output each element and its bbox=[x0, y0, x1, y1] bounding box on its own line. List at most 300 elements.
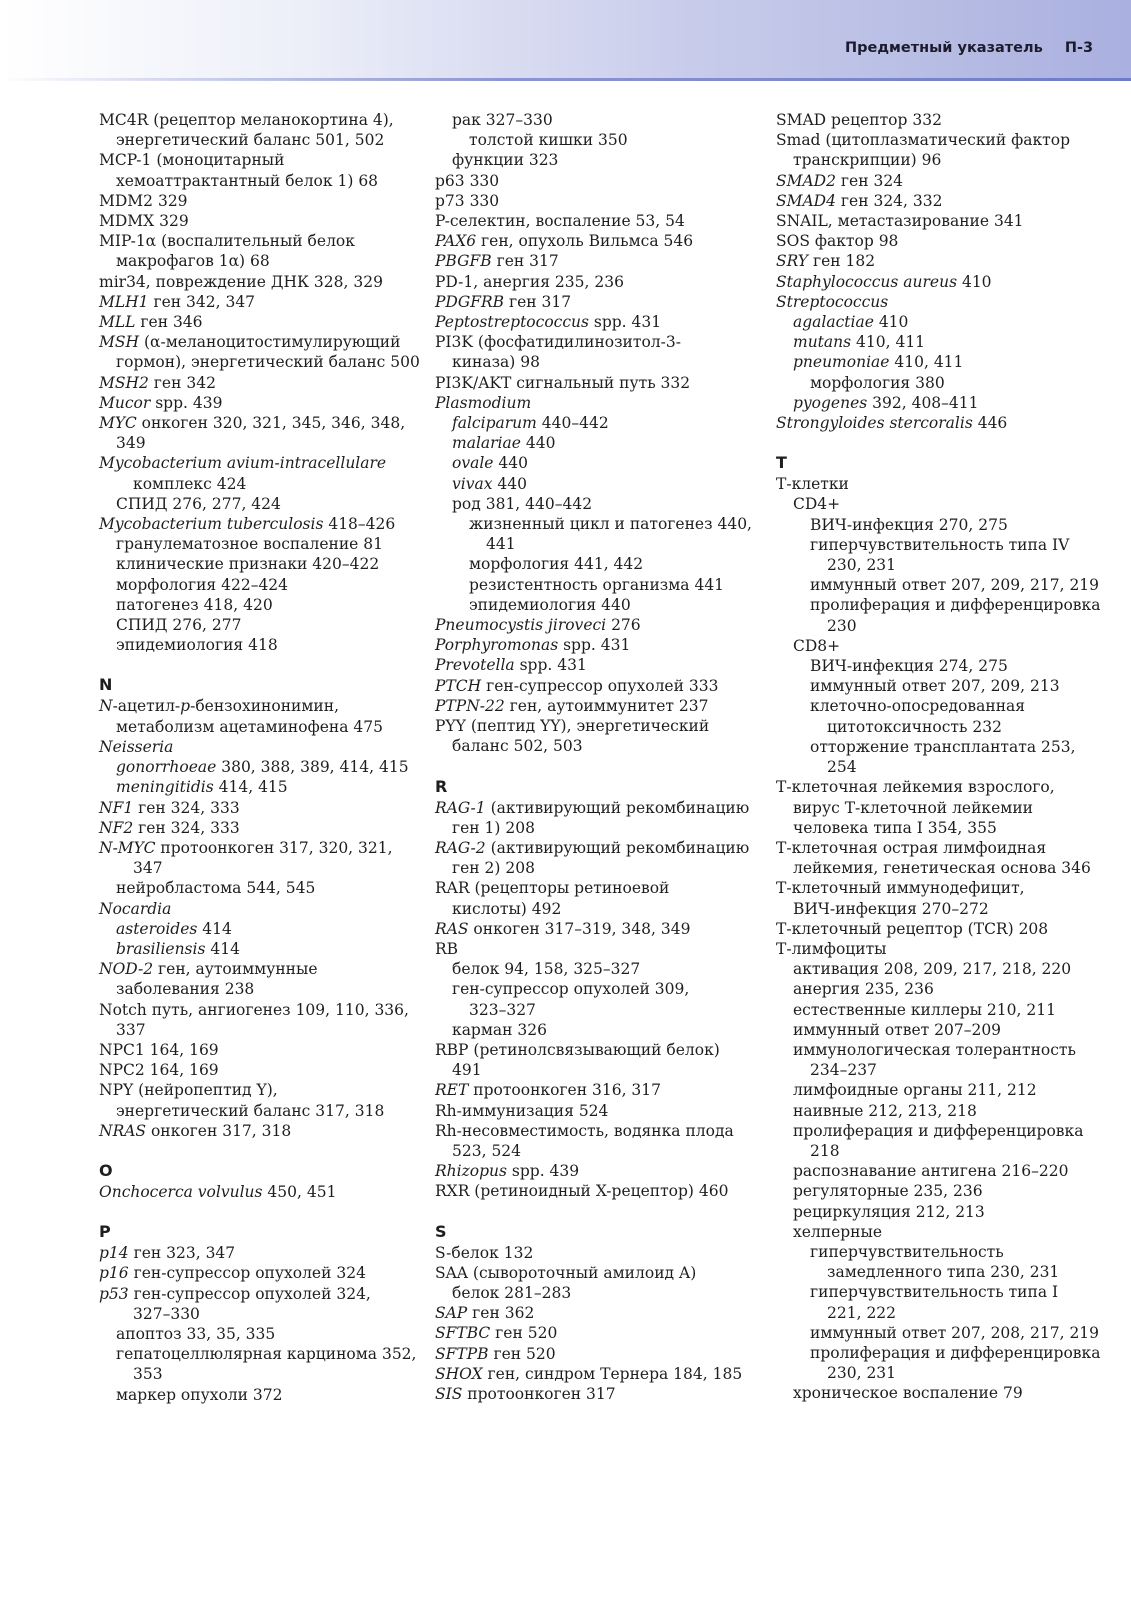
index-text: гиперчувствительность типа I bbox=[810, 1283, 1059, 1302]
index-term-italic: Onchocerca volvulus bbox=[99, 1182, 263, 1201]
index-entry bbox=[452, 413, 755, 433]
index-text: Smad (цитоплазматический фактор bbox=[776, 131, 1071, 150]
index-text: 410, 411 bbox=[851, 333, 926, 352]
index-text: иммунный ответ 207, 209, 213 bbox=[810, 677, 1060, 696]
index-entry bbox=[435, 373, 755, 393]
index-text: 440–442 bbox=[536, 414, 609, 433]
index-entry bbox=[810, 575, 1106, 595]
index-text: RB bbox=[435, 939, 459, 958]
index-text: толстой кишки 350 bbox=[469, 131, 628, 150]
index-text: ген, аутоиммунитет 237 bbox=[504, 696, 709, 715]
index-entry bbox=[116, 1020, 429, 1040]
index-text: 230, 231 bbox=[827, 556, 897, 575]
index-entry bbox=[452, 736, 755, 756]
index-entry bbox=[99, 453, 429, 473]
index-entry bbox=[793, 1101, 1106, 1121]
index-text: NPC1 164, 169 bbox=[99, 1040, 219, 1059]
index-entry bbox=[99, 737, 429, 757]
index-text: распознавание антигена 216–220 bbox=[793, 1162, 1069, 1181]
index-term-italic: NOD-2 bbox=[99, 960, 154, 979]
index-text: онкоген 320, 321, 345, 346, 348, bbox=[136, 414, 406, 433]
index-text: 414 bbox=[205, 939, 240, 958]
index-entry bbox=[776, 272, 1106, 292]
index-text: SOS фактор 98 bbox=[776, 232, 899, 251]
index-entry bbox=[116, 433, 429, 453]
index-text: ген 342 bbox=[148, 373, 216, 392]
index-entry bbox=[435, 231, 755, 251]
index-text: вирус Т-клеточной лейкемии bbox=[793, 798, 1033, 817]
index-text: -бензохинонимин, bbox=[190, 697, 340, 716]
index-text: RAR (рецепторы ретиноевой bbox=[435, 879, 670, 898]
index-entry bbox=[116, 615, 429, 635]
index-term-italic: Peptostreptococcus bbox=[435, 313, 589, 332]
index-entry bbox=[776, 838, 1106, 858]
index-entry bbox=[99, 1040, 429, 1060]
index-text: СПИД 276, 277, 424 bbox=[116, 494, 281, 513]
index-entry bbox=[793, 352, 1106, 372]
index-term-italic: RET bbox=[435, 1081, 469, 1100]
index-entry bbox=[435, 919, 755, 939]
index-text: ВИЧ-инфекция 270, 275 bbox=[810, 515, 1008, 534]
index-term-italic: Staphylococcus aureus bbox=[776, 272, 958, 291]
index-text: Т-клеточный рецептор (TCR) 208 bbox=[776, 919, 1049, 938]
index-entry bbox=[99, 959, 429, 979]
index-text: лимфоидные органы 211, 212 bbox=[793, 1081, 1037, 1100]
index-text: CD4+ bbox=[793, 495, 841, 514]
index-entry bbox=[116, 554, 429, 574]
index-entry bbox=[776, 191, 1106, 211]
index-entry bbox=[116, 717, 429, 737]
index-entry bbox=[793, 979, 1106, 999]
index-text: CD8+ bbox=[793, 636, 841, 655]
index-text: 234–237 bbox=[810, 1061, 877, 1080]
index-entry bbox=[452, 899, 755, 919]
index-text: spp. 431 bbox=[588, 313, 662, 332]
index-text: MC4R (рецептор меланокортина 4), bbox=[99, 111, 394, 129]
index-text: онкоген 317, 318 bbox=[146, 1121, 292, 1140]
index-text: P-селектин, воспаление 53, 54 bbox=[435, 212, 685, 231]
index-column-2 bbox=[435, 110, 755, 1404]
index-text: MIP-1α (воспалительный белок bbox=[99, 232, 355, 251]
index-entry bbox=[435, 393, 755, 413]
index-text: 323–327 bbox=[469, 1000, 536, 1019]
index-entry bbox=[776, 231, 1106, 251]
index-term-italic: NF2 bbox=[99, 818, 134, 837]
index-text: 349 bbox=[116, 434, 146, 453]
index-text: клеточно-опосредованная bbox=[810, 697, 1026, 716]
index-entry bbox=[99, 231, 429, 251]
index-text: жизненный цикл и патогенез 440, bbox=[469, 515, 752, 534]
index-entry bbox=[99, 798, 429, 818]
index-text: естественные киллеры 210, 211 bbox=[793, 1000, 1056, 1019]
index-term-italic: NF1 bbox=[99, 798, 134, 817]
index-entry bbox=[776, 211, 1106, 231]
index-entry bbox=[810, 535, 1106, 555]
index-text: протоонкоген 316, 317 bbox=[468, 1081, 662, 1100]
index-term-italic: SRY bbox=[776, 252, 809, 271]
index-text: 410, 411 bbox=[889, 353, 964, 372]
index-term-italic: Mycobacterium avium-intracellulare bbox=[99, 454, 387, 473]
index-text: эпидемиология 440 bbox=[469, 595, 631, 614]
index-text: гормон), энергетический баланс 500 bbox=[116, 353, 420, 372]
index-column-1 bbox=[99, 110, 429, 1405]
index-text: карман 326 bbox=[452, 1020, 547, 1039]
index-entry bbox=[452, 858, 755, 878]
index-term-italic: N bbox=[99, 697, 113, 716]
index-text: маркер опухоли 372 bbox=[116, 1385, 283, 1404]
index-entry bbox=[486, 534, 755, 554]
index-text: 440 bbox=[520, 434, 556, 453]
index-text: пролиферация и дифференцировка bbox=[793, 1121, 1084, 1140]
index-entry bbox=[435, 292, 755, 312]
index-entry bbox=[793, 494, 1106, 514]
index-entry bbox=[116, 878, 429, 898]
index-text: ген-супрессор опухолей 324, bbox=[128, 1284, 371, 1303]
index-text: ген 2) 208 bbox=[452, 859, 535, 878]
index-text: Т-клеточная острая лимфоидная bbox=[776, 838, 1047, 857]
index-entry bbox=[99, 1243, 429, 1263]
index-entry bbox=[99, 292, 429, 312]
index-entry bbox=[469, 514, 755, 534]
index-entry bbox=[776, 939, 1106, 959]
index-text: (активирующий рекомбинацию bbox=[485, 838, 750, 857]
index-text: ген-супрессор опухолей 324 bbox=[128, 1264, 366, 1283]
index-text: Rh-несовместимость, водянка плода bbox=[435, 1121, 734, 1140]
index-entry bbox=[435, 878, 755, 898]
index-text: лейкемия, генетическая основа 346 bbox=[793, 859, 1091, 878]
index-term-italic: p16 bbox=[99, 1264, 129, 1283]
index-entry bbox=[435, 272, 755, 292]
index-term-italic: MLH1 bbox=[99, 292, 149, 311]
index-text: анергия 235, 236 bbox=[793, 980, 934, 999]
index-text: ген 520 bbox=[490, 1324, 558, 1343]
index-term-italic: Plasmodium bbox=[435, 393, 532, 412]
index-term-italic: asteroides bbox=[116, 919, 198, 938]
page-number: П-3 bbox=[1064, 40, 1094, 56]
index-entry bbox=[469, 575, 755, 595]
index-entry bbox=[435, 1161, 755, 1181]
index-text: ген 323, 347 bbox=[128, 1244, 236, 1263]
index-entry bbox=[452, 453, 755, 473]
index-text: 230 bbox=[827, 616, 857, 635]
index-entry bbox=[776, 878, 1106, 898]
index-text: 392, 408–411 bbox=[867, 393, 979, 412]
index-entry bbox=[116, 1324, 429, 1344]
index-entry bbox=[776, 474, 1106, 494]
index-entry bbox=[452, 150, 755, 170]
index-entry bbox=[99, 373, 429, 393]
index-entry bbox=[810, 515, 1106, 535]
index-entry bbox=[776, 251, 1106, 271]
index-entry bbox=[435, 716, 755, 736]
index-entry bbox=[452, 494, 755, 514]
index-text: отторжение трансплантата 253, bbox=[810, 737, 1076, 756]
index-term-italic: Neisseria bbox=[99, 737, 174, 756]
index-text: NPC2 164, 169 bbox=[99, 1061, 219, 1080]
index-text: MDM2 329 bbox=[99, 191, 188, 210]
index-entry bbox=[116, 171, 429, 191]
index-term-italic: mutans bbox=[793, 333, 852, 352]
index-text: хелперные bbox=[793, 1222, 883, 1241]
header-rule bbox=[0, 78, 1131, 81]
index-text: 276 bbox=[606, 616, 641, 635]
index-entry bbox=[810, 676, 1106, 696]
index-text: 523, 524 bbox=[452, 1141, 522, 1160]
index-entry bbox=[99, 272, 429, 292]
index-entry bbox=[810, 696, 1106, 716]
index-text: 221, 222 bbox=[827, 1303, 897, 1322]
index-entry bbox=[99, 696, 429, 716]
index-text: Т-клеточный иммунодефицит, bbox=[776, 879, 1025, 898]
index-text: патогенез 418, 420 bbox=[116, 595, 273, 614]
index-entry bbox=[776, 777, 1106, 797]
index-entry bbox=[99, 1182, 429, 1202]
index-entry bbox=[793, 858, 1106, 878]
index-entry bbox=[116, 575, 429, 595]
index-entry bbox=[116, 595, 429, 615]
index-term-italic: PAX6 bbox=[435, 232, 477, 251]
index-text: род 381, 440–442 bbox=[452, 494, 593, 513]
index-term-italic: meningitidis bbox=[116, 778, 214, 797]
index-text: заболевания 238 bbox=[116, 980, 255, 999]
index-entry bbox=[776, 130, 1106, 150]
index-entry bbox=[776, 292, 1106, 312]
index-entry bbox=[810, 373, 1106, 393]
index-text: Т-клеточная лейкемия взрослого, bbox=[776, 778, 1055, 797]
index-text: ген 317 bbox=[491, 252, 559, 271]
index-term-italic: SMAD2 bbox=[776, 171, 836, 190]
index-text: иммунный ответ 207, 209, 217, 219 bbox=[810, 576, 1100, 595]
index-entry bbox=[435, 312, 755, 332]
index-entry bbox=[435, 1080, 755, 1100]
index-text: ген 324 bbox=[835, 171, 904, 190]
index-entry bbox=[469, 1000, 755, 1020]
index-entry bbox=[793, 1020, 1106, 1040]
index-entry bbox=[793, 150, 1106, 170]
index-term-italic: PBGFB bbox=[435, 252, 492, 271]
index-text: 337 bbox=[116, 1020, 146, 1039]
index-text: PI3K (фосфатидилинозитол-3- bbox=[435, 333, 681, 352]
index-entry bbox=[827, 757, 1106, 777]
index-entry bbox=[793, 1383, 1106, 1403]
index-entry bbox=[435, 1344, 755, 1364]
index-entry bbox=[452, 1020, 755, 1040]
index-entry bbox=[793, 1080, 1106, 1100]
index-entry bbox=[793, 1040, 1106, 1060]
index-text: 418–426 bbox=[323, 515, 396, 534]
index-text: регуляторные 235, 236 bbox=[793, 1182, 983, 1201]
index-entry bbox=[452, 818, 755, 838]
index-text: mir34, повреждение ДНК 328, 329 bbox=[99, 272, 383, 291]
index-entry bbox=[116, 534, 429, 554]
index-entry bbox=[435, 1040, 755, 1060]
index-term-italic: Strongyloides stercoralis bbox=[776, 414, 973, 433]
index-text: протоонкоген 317, 320, 321, bbox=[155, 838, 393, 857]
index-text: ген 324, 333 bbox=[133, 798, 240, 817]
index-text: (активирующий рекомбинацию bbox=[485, 798, 750, 817]
index-entry bbox=[793, 1202, 1106, 1222]
index-text: 446 bbox=[972, 414, 1008, 433]
index-entry bbox=[99, 899, 429, 919]
index-entry bbox=[116, 251, 429, 271]
index-text: 410 bbox=[957, 272, 992, 291]
index-text: иммунный ответ 207–209 bbox=[793, 1020, 1002, 1039]
index-term-italic: SFTBC bbox=[435, 1324, 491, 1343]
index-entry bbox=[810, 656, 1106, 676]
index-entry bbox=[776, 171, 1106, 191]
index-text: хроническое воспаление 79 bbox=[793, 1384, 1023, 1403]
index-text: PD-1, анергия 235, 236 bbox=[435, 272, 624, 291]
index-entry bbox=[116, 352, 429, 372]
index-entry bbox=[452, 474, 755, 494]
index-text: Rh-иммунизация 524 bbox=[435, 1101, 609, 1120]
index-entry bbox=[793, 899, 1106, 919]
index-entry bbox=[793, 312, 1106, 332]
index-entry bbox=[99, 393, 429, 413]
index-term-italic: Rhizopus bbox=[435, 1162, 507, 1181]
index-text: spp. 431 bbox=[514, 656, 587, 675]
index-entry bbox=[133, 858, 429, 878]
index-text: 440 bbox=[492, 474, 527, 493]
index-entry bbox=[793, 1000, 1106, 1020]
index-text: метаболизм ацетаминофена 475 bbox=[116, 717, 383, 736]
index-entry bbox=[435, 635, 755, 655]
index-entry bbox=[810, 1141, 1106, 1161]
index-term-italic: vivax bbox=[452, 474, 493, 493]
index-text: ген 324, 332 bbox=[835, 191, 943, 210]
index-term-italic: Prevotella bbox=[435, 656, 515, 675]
index-text: p73 330 bbox=[435, 191, 500, 210]
index-letter-heading: O bbox=[99, 1160, 113, 1180]
index-text: онкоген 317–319, 348, 349 bbox=[468, 919, 691, 938]
index-term-italic: SMAD4 bbox=[776, 191, 836, 210]
index-entry bbox=[435, 1243, 755, 1263]
index-text: spp. 439 bbox=[506, 1162, 580, 1181]
index-text: пролиферация и дифференцировка bbox=[810, 596, 1101, 615]
index-entry bbox=[133, 1304, 429, 1324]
index-entry bbox=[793, 332, 1106, 352]
index-entry bbox=[793, 1222, 1106, 1242]
index-entry bbox=[116, 777, 429, 797]
index-term-italic: PTCH bbox=[435, 676, 482, 695]
index-entry bbox=[435, 939, 755, 959]
index-entry bbox=[116, 979, 429, 999]
index-text: MCP-1 (моноцитарный bbox=[99, 151, 285, 170]
index-term-italic: Mucor bbox=[99, 393, 151, 412]
index-entry bbox=[99, 1284, 429, 1304]
index-text: 450, 451 bbox=[262, 1182, 337, 1201]
index-text: гепатоцеллюлярная карцинома 352, bbox=[116, 1345, 417, 1364]
index-letter-heading: N bbox=[99, 675, 113, 695]
index-text: MDMX 329 bbox=[99, 212, 189, 231]
index-text: замедленного типа 230, 231 bbox=[827, 1263, 1060, 1282]
index-text: белок 94, 158, 325–327 bbox=[452, 960, 641, 979]
index-text: ВИЧ-инфекция 270–272 bbox=[793, 899, 989, 918]
index-text: ген, опухоль Вильмса 546 bbox=[476, 232, 694, 251]
index-term-italic: p bbox=[180, 697, 191, 716]
index-text: гиперчувствительность типа IV bbox=[810, 535, 1070, 554]
index-entry bbox=[99, 191, 429, 211]
index-entry bbox=[116, 939, 429, 959]
index-text: NPY (нейропептид Y), bbox=[99, 1081, 278, 1100]
index-text: гранулематозное воспаление 81 bbox=[116, 535, 383, 554]
index-text: 440 bbox=[493, 454, 528, 473]
index-term-italic: pneumoniae bbox=[793, 353, 890, 372]
index-term-italic: pyogenes bbox=[793, 393, 868, 412]
index-entry bbox=[435, 1181, 755, 1201]
index-entry bbox=[99, 150, 429, 170]
index-column-3 bbox=[776, 110, 1106, 1404]
index-text: ген 317 bbox=[504, 292, 572, 311]
index-text: 230, 231 bbox=[827, 1364, 897, 1383]
index-text: хемоаттрактантный белок 1) 68 bbox=[116, 171, 379, 190]
index-text: баланс 502, 503 bbox=[452, 737, 583, 756]
index-entry bbox=[435, 838, 755, 858]
index-entry bbox=[776, 110, 1106, 130]
index-term-italic: Pneumocystis jiroveci bbox=[435, 616, 607, 635]
index-entry bbox=[452, 352, 755, 372]
index-term-italic: Porphyromonas bbox=[435, 636, 559, 655]
index-text: активация 208, 209, 217, 218, 220 bbox=[793, 960, 1072, 979]
index-term-italic: SIS bbox=[435, 1384, 463, 1403]
index-term-italic: N-MYC bbox=[99, 838, 156, 857]
index-entry bbox=[452, 433, 755, 453]
index-entry bbox=[435, 211, 755, 231]
index-entry bbox=[827, 555, 1106, 575]
index-term-italic: brasiliensis bbox=[116, 939, 206, 958]
index-entry bbox=[810, 1060, 1106, 1080]
index-text: резистентность организма 441 bbox=[469, 575, 725, 594]
index-entry bbox=[827, 616, 1106, 636]
index-text: 380, 388, 389, 414, 415 bbox=[216, 758, 409, 777]
index-entry bbox=[116, 1385, 429, 1405]
index-entry bbox=[133, 474, 429, 494]
index-entry bbox=[810, 1242, 1106, 1262]
index-text: человека типа I 354, 355 bbox=[793, 818, 997, 837]
index-text: S-белок 132 bbox=[435, 1243, 534, 1262]
index-entry bbox=[435, 332, 755, 352]
index-text: ген-супрессор опухолей 309, bbox=[452, 980, 690, 999]
index-letter-heading: S bbox=[435, 1221, 447, 1241]
index-entry bbox=[793, 1161, 1106, 1181]
index-term-italic: PDGFRB bbox=[435, 292, 505, 311]
index-term-italic: ovale bbox=[452, 454, 494, 473]
index-entry bbox=[827, 1303, 1106, 1323]
index-text: ген 1) 208 bbox=[452, 818, 535, 837]
index-entry bbox=[116, 757, 429, 777]
index-entry bbox=[116, 1101, 429, 1121]
index-letter-heading: T bbox=[776, 453, 787, 473]
index-entry bbox=[99, 838, 429, 858]
index-text: ген 324, 333 bbox=[133, 818, 240, 837]
index-text: PYY (пептид YY), энергетический bbox=[435, 717, 710, 736]
index-text: SMAD рецептор 332 bbox=[776, 111, 942, 129]
index-entry bbox=[435, 1303, 755, 1323]
index-text: пролиферация и дифференцировка bbox=[810, 1343, 1101, 1362]
index-text: иммунный ответ 207, 208, 217, 219 bbox=[810, 1323, 1100, 1342]
index-text: клинические признаки 420–422 bbox=[116, 555, 380, 574]
index-text: -ацетил- bbox=[112, 697, 181, 716]
index-text: PI3K/AKT сигнальный путь 332 bbox=[435, 373, 691, 392]
index-entry bbox=[827, 1363, 1106, 1383]
index-entry bbox=[99, 211, 429, 231]
index-entry bbox=[99, 312, 429, 332]
index-text: киназа) 98 bbox=[452, 353, 540, 372]
index-text: Т-клетки bbox=[776, 475, 849, 494]
index-text: нейробластома 544, 545 bbox=[116, 879, 316, 898]
index-text: макрофагов 1α) 68 bbox=[116, 252, 270, 271]
index-entry bbox=[810, 595, 1106, 615]
